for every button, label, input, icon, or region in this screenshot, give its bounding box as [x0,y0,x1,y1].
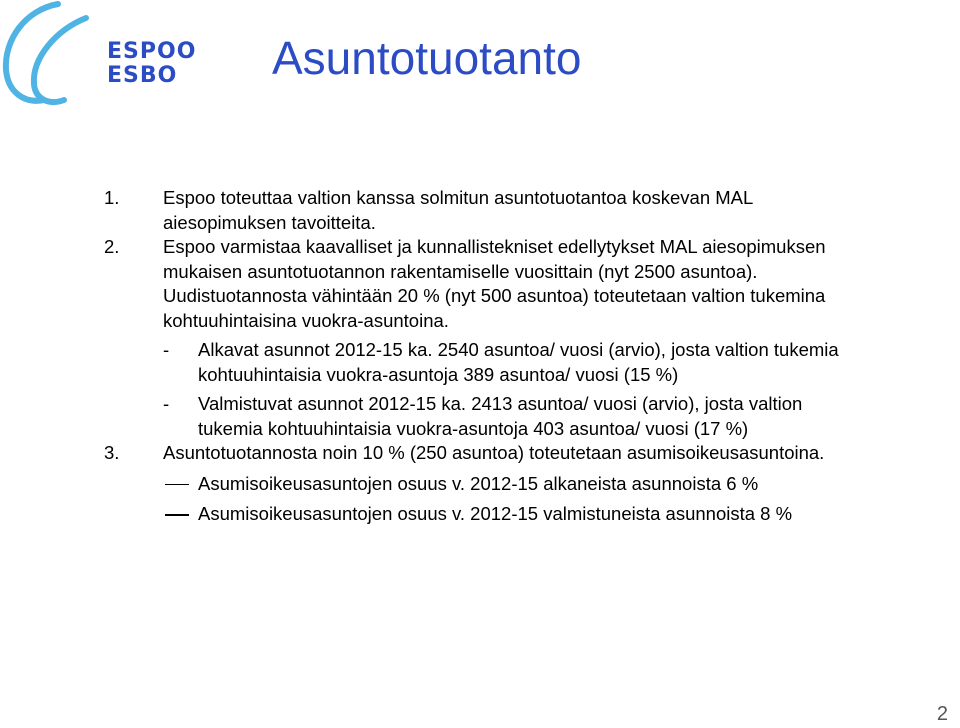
espoo-logo-mark-icon [0,0,110,120]
list-item-text-line: kohtuuhintaisina vuokra-asuntoina. [163,309,449,331]
sub-item-text-line: Alkavat asunnot 2012-15 ka. 2540 asuntoa/ vuosi (arvio), josta valtion tukemia [198,339,839,360]
sub-item-text-line: tukemia kohtuuhintaisia vuokra-asuntoja 403 asuntoa/ vuosi (17 %) [198,417,749,439]
page-number: 2 [936,703,948,725]
sub-item-valmistuvat [163,392,924,441]
list-item-text-line: mukaisen asuntotuotannon rakentamiselle vuosittain (nyt 2500 asuntoa). [163,260,758,282]
sub-item-valmistuneista [163,502,924,527]
sub-item-text-line: Asumisoikeusasuntojen osuus v. 2012-15 valmistuneista asunnoista 8 % [198,503,793,524]
list-number: 1. [104,187,120,208]
sub-item-text-line: Valmistuvat asunnot 2012-15 ka. 2413 asuntoa/ vuosi (arvio), josta valtion [198,393,803,414]
list-item-text-line: Uudistuotannosta vähintään 20 % (nyt 500 asuntoa) toteutetaan valtion tukemina [163,285,826,306]
list-item-1 [104,186,924,235]
logo-line-espoo: ESPOO [107,39,197,64]
sub-item-alkaneista [163,472,924,497]
long-dash-marker [165,514,189,516]
list-item-text-line: Espoo varmistaa kaavalliset ja kunnallistekniset edellytykset MAL aiesopimuksen [163,236,826,257]
long-dash-marker [165,484,189,486]
espoo-logo-wordmark [107,40,196,88]
sub-item-alkavat [163,338,924,387]
logo-line-esbo: ESBO [107,63,178,88]
espoo-logo [0,0,200,120]
page-title: Asuntotuotanto [272,32,582,84]
list-number: 2. [104,236,120,257]
dash-marker: - [163,393,170,414]
sub-item-text-line: Asumisoikeusasuntojen osuus v. 2012-15 alkaneista asunnoista 6 % [198,472,759,494]
list-item-3 [104,441,924,466]
sub-item-text-line: kohtuuhintaisia vuokra-asuntoja 389 asuntoa/ vuosi (15 %) [198,363,679,385]
list-item-2 [104,235,924,441]
list-number: 3. [104,442,120,463]
list-item-text-line: Asuntotuotannosta noin 10 % (250 asuntoa) toteutetaan asumisoikeusasuntoina. [163,442,825,463]
slide-content [104,186,924,527]
dash-marker: - [163,339,170,360]
list-item-text-line: Espoo toteuttaa valtion kanssa solmitun asuntotuotantoa koskevan MAL [163,187,754,208]
item-3-sub-list [104,472,924,527]
list-item-text-line: aiesopimuksen tavoitteita. [163,211,376,233]
